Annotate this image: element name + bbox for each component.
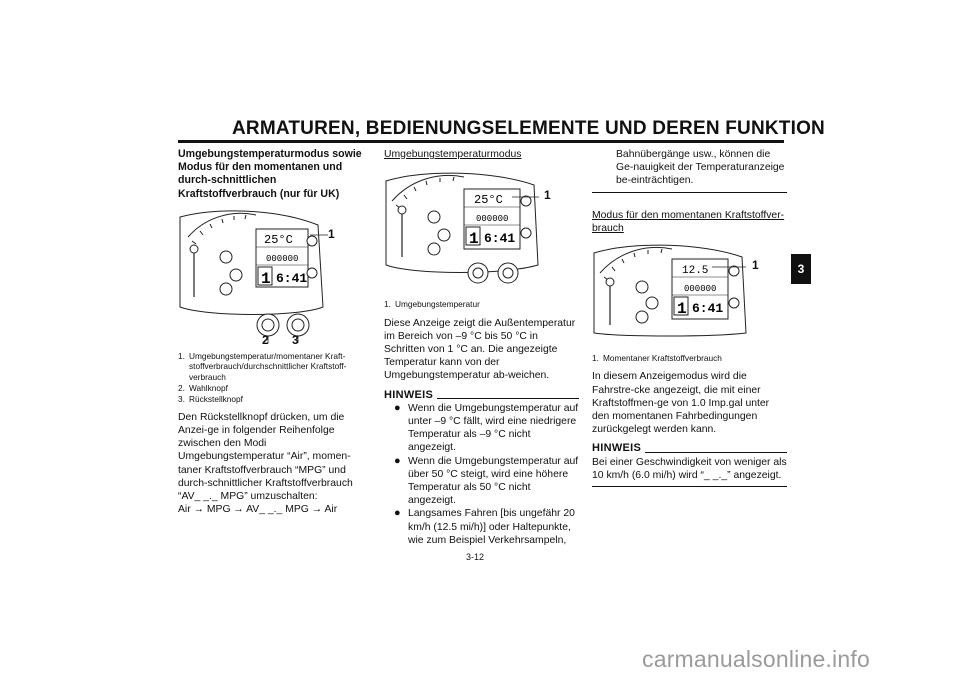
page-number: 3-12	[466, 552, 485, 562]
figure-captions	[384, 299, 579, 309]
caption-row: 3. Rückstellknopf	[178, 394, 243, 405]
lcd-gear: 1	[469, 230, 479, 249]
lcd-temp: 25°C	[264, 232, 293, 247]
column-3	[592, 148, 787, 487]
lcd-clock: 6:41	[276, 270, 308, 286]
lcd-odo: 000000	[476, 214, 509, 225]
hinweis-header	[592, 442, 787, 455]
callout-3: 3	[292, 332, 299, 347]
column-1	[178, 148, 373, 516]
title-rule	[178, 140, 784, 143]
hinweis-text: Bei einer Geschwindigkeit von weniger als 10 km/h (6.0 mi/h) wird “_ _._” angezeigt.	[592, 456, 787, 481]
lcd-temp: 25°C	[474, 193, 503, 208]
instrument-figure-2	[384, 169, 554, 287]
lcd-gear: 1	[261, 269, 271, 288]
caption-row: 1. Momentaner Kraftstoffverbrauch	[592, 353, 722, 364]
hinweis-rule	[437, 398, 579, 399]
bullet-item: ● Wenn die Umgebungstemperatur auf über 50 °C steigt, wird eine höhere Temperatur als 50 °C nicht angezeigt.	[384, 455, 579, 508]
bullet-icon: ●	[394, 454, 401, 467]
instrument-panel-illustration	[384, 169, 554, 287]
page-title: ARMATUREN, BEDIENUNGSELEMENTE UND DEREN FUNKTION	[232, 118, 825, 139]
bullet-item: ● Wenn die Umgebungstemperatur auf unter –9 °C fällt, wird eine niedrigere Temperatur als –9 °C nicht angezeigt.	[384, 402, 579, 455]
figure-captions	[592, 353, 787, 363]
section-heading: Umgebungstemperaturmodus	[384, 149, 522, 160]
figure-captions	[178, 351, 373, 405]
lcd-odo: 000000	[684, 284, 717, 295]
caption-row: 1. Umgebungstemperatur/momentaner Kraft-stoffverbrauch/durchschnittlicher Kraftstoff-verbrauch	[178, 350, 347, 382]
lcd-clock: 6:41	[484, 231, 516, 247]
lcd-gear: 1	[677, 300, 687, 319]
instrument-figure-1	[178, 207, 338, 347]
instrument-figure-3	[592, 241, 762, 337]
hinweis-end-rule	[592, 192, 787, 193]
body-text: In diesem Anzeigemodus wird die Fahrstre-cke angezeigt, die mit einer Kraftstoffmen-ge von 1.0 Imp.gal unter den momentanen Fahrbedingungen zurückgelegt werden kann.	[592, 371, 770, 436]
lcd-clock: 6:41	[692, 301, 724, 317]
lcd-mpg: 12.5	[682, 265, 709, 278]
chapter-tab: 3	[791, 254, 811, 284]
section-heading: Modus für den momentanen Kraftstoffver-brauch	[592, 209, 785, 234]
hinweis-rule	[645, 452, 787, 453]
hinweis-header	[384, 389, 579, 402]
watermark: carmanualsonline.info	[642, 646, 870, 672]
body-text: Den Rückstellknopf drücken, um die Anzei-ge in folgender Reihenfolge zwischen den Modi Umgebungstemperatur “Air”, momen-taner Kraftstoffverbrauch “MPG” und durch-schnittlicher Kraftstoffverbrauch “AV_ _._ MPG” umzuschalten:	[178, 411, 353, 503]
callout-1: 1	[328, 226, 335, 241]
hinweis-bullets	[384, 402, 579, 547]
section-heading: Umgebungstemperaturmodus sowie Modus für den momentanen und durch-schnittlichen Kraftstoffverbrauch (nur für UK)	[178, 148, 362, 200]
hinweis-end-rule	[592, 486, 787, 487]
column-2	[384, 148, 579, 547]
caption-row: 1. Umgebungstemperatur	[384, 299, 480, 310]
instrument-panel-illustration	[592, 241, 762, 337]
lcd-odo: 000000	[266, 253, 299, 264]
bullet-continuation: Bahnübergänge usw., können die Ge-nauigkeit der Temperaturanzeige be-einträchtigen.	[616, 149, 785, 187]
mode-sequence: Air → MPG → AV_ _._ MPG → Air	[178, 504, 338, 516]
callout-1: 1	[544, 188, 551, 203]
callout-2: 2	[262, 332, 269, 347]
callout-1: 1	[752, 258, 759, 273]
instrument-panel-illustration	[178, 207, 338, 347]
hinweis-label: HINWEIS	[384, 388, 434, 401]
hinweis-label: HINWEIS	[592, 442, 642, 455]
body-text: Diese Anzeige zeigt die Außentemperatur im Bereich von –9 °C bis 50 °C in Schritten von 1 °C an. Die angezeigte Temperatur kann von der Umgebungstemperatur ab-weichen.	[384, 317, 576, 382]
bullet-item: ● Langsames Fahren [bis ungefähr 20 km/h (12.5 mi/h)] oder Haltepunkte, wie zum Beispiel Verkehrsampeln,	[384, 507, 579, 547]
bullet-icon: ●	[394, 507, 401, 520]
caption-row: 2. Wahlknopf	[178, 383, 228, 394]
bullet-icon: ●	[394, 401, 401, 414]
